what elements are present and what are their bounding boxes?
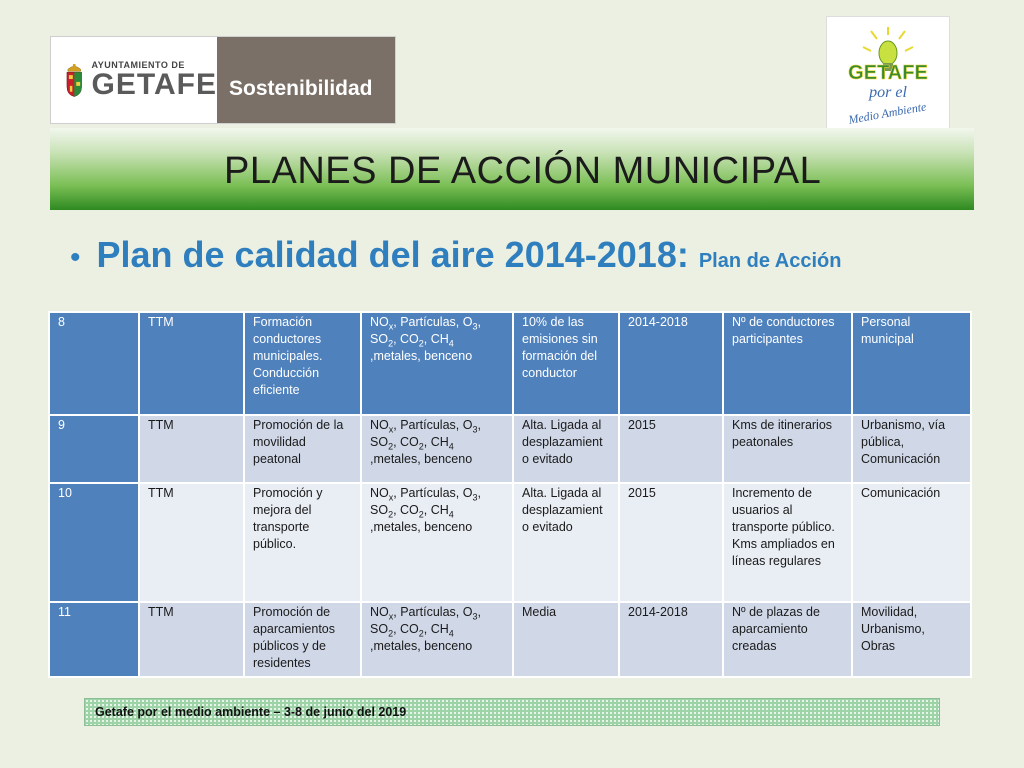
footer-caption: Getafe por el medio ambiente – 3-8 de junio del 2019 [84,698,940,726]
cell-action: Formación conductores municipales. Conducción eficiente [244,312,361,415]
cell-pollutants: $NO_x$, Partículas, $O_3$, $SO_2$, $CO_2$, $CH_4$ ,metales, benceno [361,415,513,483]
cell-period: 2015 [619,415,723,483]
table-row [49,312,971,415]
action-plan-table [48,311,972,678]
ayuntamiento-text [92,60,217,100]
plan-heading [70,234,841,284]
getafe-medio-ambiente-logo [826,16,950,140]
cell-action: Promoción de aparcamientos públicos y de residentes [244,602,361,677]
cell-num: 10 [49,483,139,602]
cell-type: TTM [139,602,244,677]
cell-num: 9 [49,415,139,483]
cell-pollutants: $NO_x$, Partículas, $O_3$, $SO_2$, $CO_2$, $CH_4$ ,metales, benceno [361,312,513,415]
coat-of-arms-icon [65,44,84,116]
cell-reduction: Alta. Ligada al desplazamient o evitado [513,483,619,602]
medio-ambiente-logo-icon [827,17,949,139]
cell-indicator: Nº de conductores participantes [723,312,852,415]
cell-responsible: Urbanismo, vía pública, Comunicación [852,415,971,483]
cell-action: Promoción de la movilidad peatonal [244,415,361,483]
cell-num: 11 [49,602,139,677]
logo-medio-ambiente-text: Medio Ambiente [847,99,928,127]
getafe-label: GETAFE [91,68,217,101]
cell-reduction: Alta. Ligada al desplazamient o evitado [513,415,619,483]
logo-getafe-text: GETAFE [848,62,928,84]
cell-responsible: Comunicación [852,483,971,602]
cell-reduction: Media [513,602,619,677]
page-title: PLANES DE ACCIÓN MUNICIPAL [224,150,822,192]
table-row [49,483,971,602]
plan-heading-main: Plan de calidad del aire 2014-2018: [96,234,689,275]
cell-indicator: Incremento de usuarios al transporte público. Kms ampliados en líneas regulares [723,483,852,602]
cell-period: 2015 [619,483,723,602]
sostenibilidad-label: Sostenibilidad [217,37,395,123]
crest-box [51,37,217,123]
cell-period: 2014-2018 [619,312,723,415]
plan-heading-sub: Plan de Acción [698,250,842,272]
table-row [49,415,971,483]
table-row [49,602,971,677]
cell-num: 8 [49,312,139,415]
cell-period: 2014-2018 [619,602,723,677]
cell-type: TTM [139,483,244,602]
cell-type: TTM [139,415,244,483]
title-band [50,128,974,210]
cell-action: Promoción y mejora del transporte público. [244,483,361,602]
ayuntamiento-getafe-logo [50,36,396,124]
cell-pollutants: $NO_x$, Partículas, $O_3$, $SO_2$, $CO_2$, $CH_4$ ,metales, benceno [361,483,513,602]
cell-responsible: Movilidad, Urbanismo, Obras [852,602,971,677]
cell-type: TTM [139,312,244,415]
cell-indicator: Nº de plazas de aparcamiento creadas [723,602,852,677]
bullet-icon: • [70,241,81,274]
cell-responsible: Personal municipal [852,312,971,415]
ayuntamiento-label: AYUNTAMIENTO DE [91,60,185,70]
logo-por-el-text: por el [869,84,907,101]
cell-reduction: 10% de las emisiones sin formación del conductor [513,312,619,415]
cell-indicator: Kms de itinerarios peatonales [723,415,852,483]
cell-pollutants: $NO_x$, Partículas, $O_3$, $SO_2$, $CO_2$, $CH_4$ ,metales, benceno [361,602,513,677]
